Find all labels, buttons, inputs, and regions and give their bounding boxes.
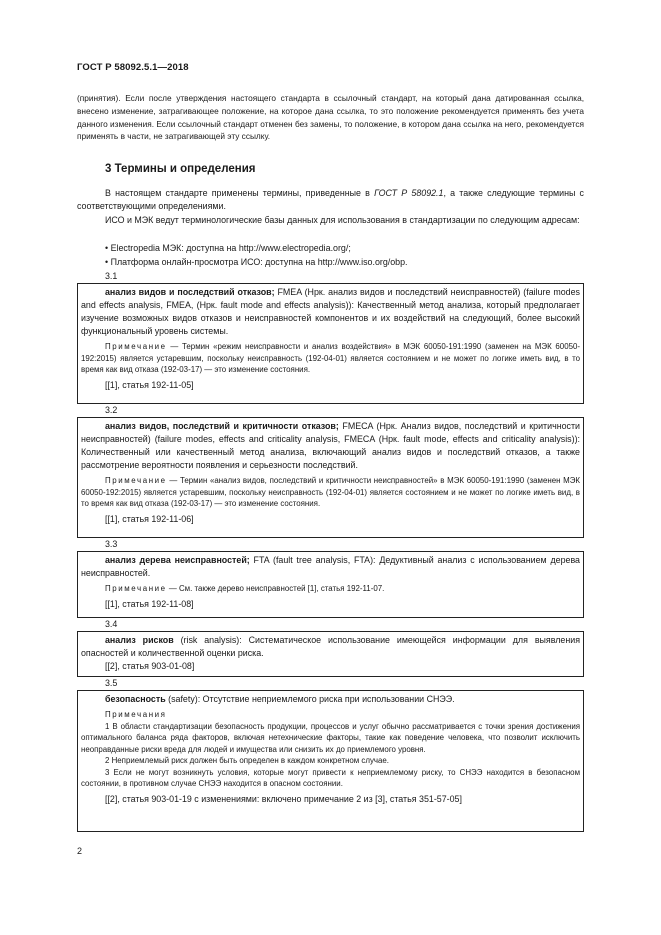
note-label: Примечание: [105, 584, 167, 593]
page-number: 2: [77, 846, 83, 856]
term-source: [[2], статья 903-01-08]: [105, 661, 195, 671]
section-paragraph-1: [77, 187, 584, 213]
document-header: ГОСТ Р 58092.5.1—2018: [77, 62, 189, 73]
term-name: безопасность: [105, 694, 166, 704]
term-definition: [81, 693, 580, 706]
note-item: 1 В области стандартизации безопасность продукции, процессов и услуг обычно рассматривается с точки зрения достижения оптимального баланса ряда факторов, включая нетехнические факторы, такие как поведение человека, что позволит исключить неоправданные риски вреда для людей и имущества или снизить их до приемлемого уровня.: [81, 721, 580, 754]
definition-text: (safety): Отсутствие неприемлемого риска при использовании СНЭЭ.: [165, 694, 455, 704]
term-definition: [81, 420, 580, 472]
notes-heading: Примечания: [105, 710, 167, 719]
term-name: анализ видов и последствий отказов;: [105, 287, 275, 297]
term-definition: [81, 554, 580, 580]
term-definition: [81, 634, 580, 660]
note-text: — См. также дерево неисправностей [1], статья 192-11-07.: [166, 584, 385, 593]
term-number: 3.1: [105, 271, 118, 281]
intro-paragraph: (принятия). Если после утверждения настоящего стандарта в ссылочный стандарт, на который дана датированная ссылка, внесено изменение, затрагивающее положение, на которое дана ссылка, то это положение рекомендуется применять без учета данного изменения. Если ссылочный стандарт отменен без замены, то положение, в котором дана ссылка на него, рекомендуется применять в части, не затрагивающей эту ссылку.: [77, 93, 584, 142]
section-title: 3 Термины и определения: [105, 163, 256, 175]
term-source: [[1], статья 192-11-08]: [105, 598, 194, 609]
term-source: [[1], статья 192-11-05]: [105, 379, 194, 390]
term-number: 3.4: [105, 619, 118, 629]
term-note: [81, 583, 580, 595]
term-entry: [77, 551, 584, 618]
term-number: 3.2: [105, 405, 118, 415]
term-name: анализ рисков: [105, 635, 174, 645]
definition-text: FMEA (Нрк. анализ видов и последствий неисправностей) (failure modes and effects analysis, FMEA, (Нрк. fault mode and effects analysis)): Качественный метод анализа, который предполагает изучение возможных видов отказов и неисправностей компонентов и их воздействий на следующий, более высокий функциональный уровень системы.: [81, 287, 580, 336]
note-item: 2 Неприемлемый риск должен быть определен в каждом конкретном случае.: [105, 756, 390, 765]
paragraph-text: , а также следующие термины с соответствующими определениями.: [77, 188, 584, 211]
bullet-electropedia: • Electropedia МЭК: доступна на http://www.electropedia.org/;: [105, 243, 351, 253]
term-entry: [77, 690, 584, 832]
definition-text: (risk analysis): Систематическое использование имеющейся информации для выявления опасностей и количественной оценки риска.: [81, 635, 581, 658]
standard-reference: ГОСТ Р 58092.1: [374, 188, 444, 198]
term-entry: [77, 283, 584, 404]
note-label: Примечание: [105, 342, 167, 351]
term-note: [81, 341, 580, 376]
term-source: [[2], статья 903-01-19 с изменениями: включено примечание 2 из [3], статья 351-57-05]: [105, 793, 462, 804]
term-definition: [81, 286, 580, 338]
note-item: 3 Если не могут возникнуть условия, которые могут привести к неприемлемому риску, то СНЭЭ находится в безопасном состоянии, в противном случае СНЭЭ находится в опасном состоянии.: [81, 767, 580, 788]
term-number: 3.5: [105, 678, 118, 688]
term-name: анализ дерева неисправностей;: [105, 555, 250, 565]
paragraph-text: В настоящем стандарте применены термины, приведенные в: [105, 188, 375, 198]
bullet-iso-obp: • Платформа онлайн-просмотра ИСО: доступна на http://www.iso.org/obp.: [105, 257, 408, 267]
definition-text: FTA (fault tree analysis, FTA): Дедуктивный анализ с использованием дерева неисправностей.: [81, 555, 580, 578]
term-entry: [77, 631, 584, 677]
term-note: [81, 475, 580, 510]
note-text: — Термин «режим неисправности и анализ воздействия» в МЭК 60050-191:1990 (заменен на МЭК 60050-192:2015) является устаревшим, поскольку неисправность (192-04-01) является состоянием и не может по логике иметь вид, в то время как вид отказа (192-03-17) — это изменение состояния.: [81, 342, 580, 374]
term-source: [[1], статья 192-11-06]: [105, 513, 194, 524]
term-number: 3.3: [105, 539, 118, 549]
note-label: Примечание: [105, 476, 167, 485]
section-paragraph-2: ИСО и МЭК ведут терминологические базы данных для использования в стандартизации по следующим адресам:: [105, 215, 580, 225]
note-text: — Термин «анализ видов, последствий и критичности неисправностей» в МЭК 60050-191:1990 (заменен МЭК 60050-192:2015) является устаревшим, поскольку неисправность (192-04-01) является состоянием и не может по логике иметь вид, в то время как вид отказа (192-03-17) — это изменение состояния.: [81, 476, 580, 508]
term-name: анализ видов, последствий и критичности отказов;: [105, 421, 339, 431]
definition-text: FMECA (Нрк. Анализ видов, последствий и критичности неисправностей) (failure modes, effects and criticality analysis, FMECA (Нрк. fault mode, effects and criticality analysis)): Количественный или качественный метод анализа, включающий анализ видов и последствий отказов, а также рассмотрение вероятности появления и серьезности последствий.: [81, 421, 580, 470]
term-entry: [77, 417, 584, 538]
